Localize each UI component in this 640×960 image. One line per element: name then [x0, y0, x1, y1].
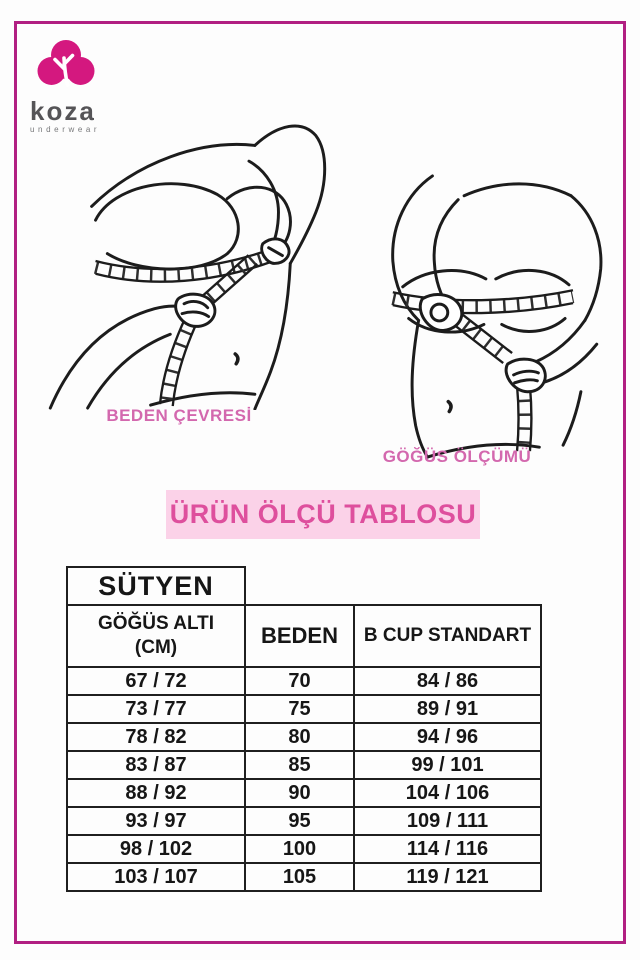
measuring-tape	[96, 249, 271, 406]
table-header-row	[67, 605, 541, 667]
table-cell: 98 / 102	[67, 835, 245, 863]
table-title: SÜTYEN	[67, 567, 245, 605]
table-cell: 99 / 101	[354, 751, 541, 779]
col-header-underbust	[67, 605, 245, 667]
brand-name: koza	[30, 96, 96, 126]
table-cell: 109 / 111	[354, 807, 541, 835]
table-cell: 94 / 96	[354, 723, 541, 751]
table-cell: 95	[245, 807, 354, 835]
table-row	[67, 807, 541, 835]
table-cell: 78 / 82	[67, 723, 245, 751]
table-cell: 89 / 91	[354, 695, 541, 723]
table-row	[67, 863, 541, 891]
figure-bust-measurement	[336, 170, 612, 462]
col-header-size: BEDEN	[245, 605, 354, 667]
table-cell: 83 / 87	[67, 751, 245, 779]
koza-trefoil-icon	[36, 38, 96, 96]
figure-band-measurement	[42, 110, 332, 410]
size-table-banner: ÜRÜN ÖLÇÜ TABLOSU	[166, 490, 480, 539]
table-title-spacer	[354, 567, 541, 605]
table-row	[67, 667, 541, 695]
table-cell: 84 / 86	[354, 667, 541, 695]
table-title-spacer	[245, 567, 354, 605]
table-cell: 103 / 107	[67, 863, 245, 891]
table-cell: 70	[245, 667, 354, 695]
brand-tagline: underwear	[30, 125, 101, 134]
table-row	[67, 751, 541, 779]
table-row	[67, 723, 541, 751]
col-header-underbust-line2: (CM)	[134, 637, 178, 658]
col-header-bcup: B CUP STANDART	[354, 605, 541, 667]
table-cell: 90	[245, 779, 354, 807]
table-cell: 85	[245, 751, 354, 779]
size-table	[66, 566, 542, 892]
label-bust-measure: GÖĞÜS ÖLÇÜMÜ	[382, 447, 532, 466]
table-row	[67, 835, 541, 863]
bust-measurement-illustration	[336, 170, 612, 462]
table-cell: 93 / 97	[67, 807, 245, 835]
hand	[420, 295, 545, 392]
table-title-row	[67, 567, 541, 605]
table-cell: 75	[245, 695, 354, 723]
label-band-measure: BEDEN ÇEVRESİ	[106, 406, 252, 425]
table-cell: 88 / 92	[67, 779, 245, 807]
table-cell: 104 / 106	[354, 779, 541, 807]
hand	[176, 239, 289, 326]
table-cell: 67 / 72	[67, 667, 245, 695]
table-cell: 100	[245, 835, 354, 863]
table-cell: 73 / 77	[67, 695, 245, 723]
table-row	[67, 695, 541, 723]
table-row	[67, 779, 541, 807]
col-header-underbust-line1: GÖĞÜS ALTI	[97, 613, 215, 635]
band-measurement-illustration	[42, 110, 332, 410]
table-cell: 105	[245, 863, 354, 891]
table-cell: 114 / 116	[354, 835, 541, 863]
table-cell: 119 / 121	[354, 863, 541, 891]
table-cell: 80	[245, 723, 354, 751]
